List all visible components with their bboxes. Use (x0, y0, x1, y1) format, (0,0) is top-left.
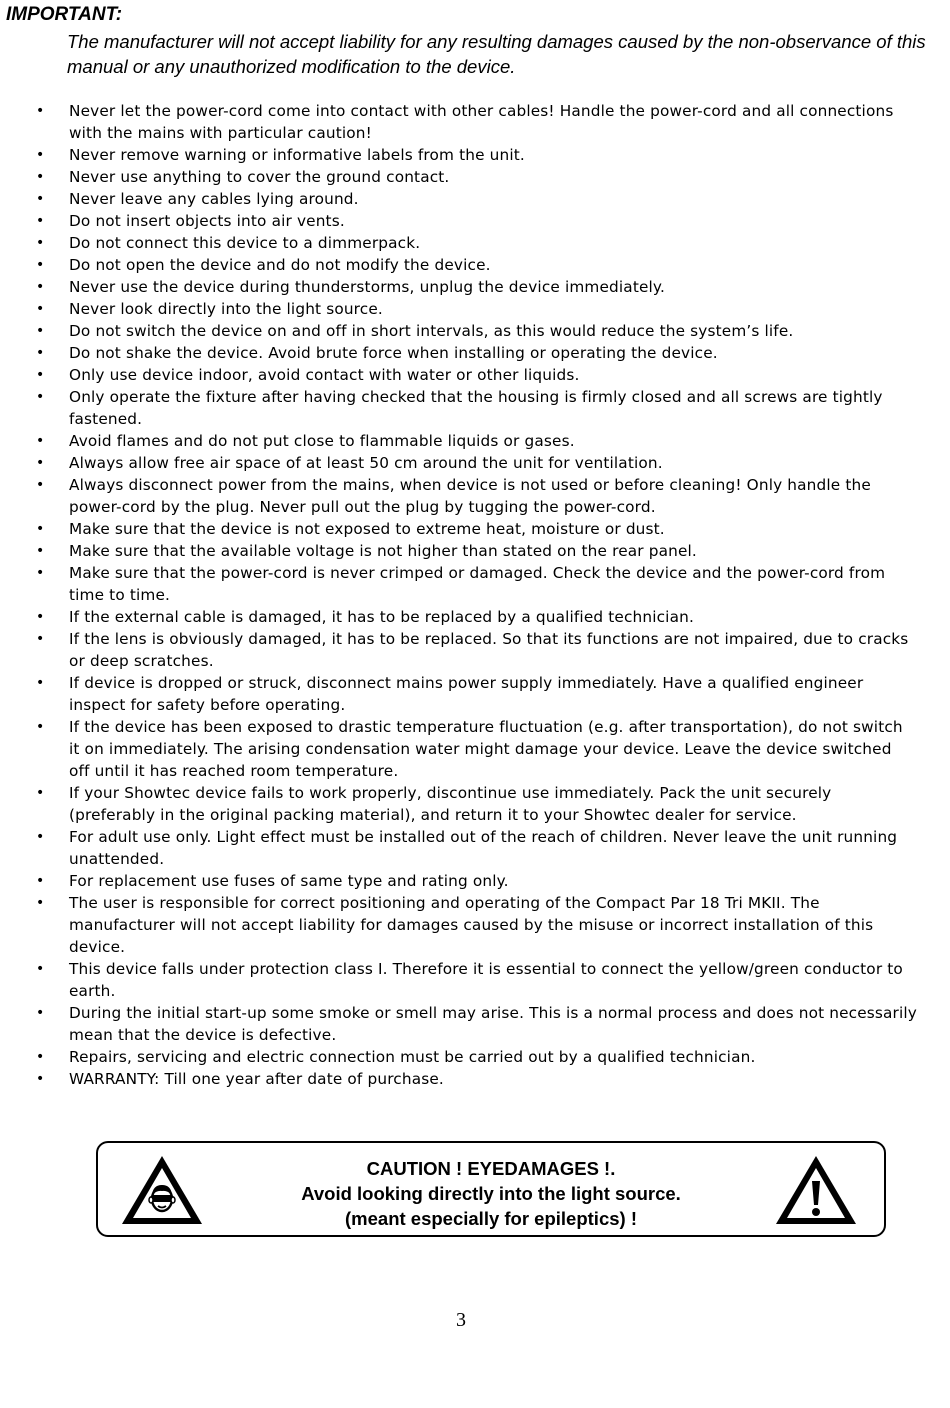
safety-rule-text: Do not switch the device on and off in short intervals, as this would reduce the system’s life. (69, 322, 794, 340)
safety-rule-text: Never leave any cables lying around. (69, 190, 359, 208)
bullet-icon: • (36, 1049, 45, 1065)
intro-disclaimer: The manufacturer will not accept liability for any resulting damages caused by the non-observance of this manual or any unauthorized modification to the device. (67, 31, 926, 77)
bullet-icon: • (36, 675, 45, 691)
safety-rule-item (0, 386, 917, 430)
safety-rule-text: If the device has been exposed to drastic temperature fluctuation (e.g. after transportation), do not switch it on immediately. The arising condensation water might damage your device. Leave the device switched off until it has reached room temperature. (69, 718, 903, 780)
safety-rule-item (0, 320, 917, 342)
safety-rule-item (0, 1002, 917, 1046)
safety-rule-text: For adult use only. Light effect must be installed out of the reach of children. Never leave the unit running unattended. (69, 828, 898, 868)
safety-rule-item (0, 782, 917, 826)
safety-rule-item (0, 298, 917, 320)
safety-rule-item (0, 540, 917, 562)
bullet-icon: • (36, 719, 45, 735)
safety-rule-item (0, 518, 917, 540)
safety-rule-item (0, 254, 917, 276)
exclamation-warning-icon (774, 1153, 858, 1227)
bullet-icon: • (36, 433, 45, 449)
bullet-icon: • (36, 477, 45, 493)
safety-rule-item (0, 870, 917, 892)
bullet-icon: • (36, 191, 45, 207)
safety-rule-text: Make sure that the power-cord is never crimped or damaged. Check the device and the power-cord from time to time. (69, 564, 886, 604)
safety-rule-text: During the initial start-up some smoke or smell may arise. This is a normal process and does not necessarily mean that the device is defective. (69, 1004, 917, 1044)
caution-box (96, 1141, 886, 1237)
bullet-icon: • (36, 829, 45, 845)
safety-rule-item (0, 100, 917, 144)
safety-rule-text: Always disconnect power from the mains, when device is not used or before cleaning! Only handle the power-cord by the plug. Never pull out the plug by tugging the power-cord. (69, 476, 871, 516)
safety-rule-text: Always allow free air space of at least 50 cm around the unit for ventilation. (69, 454, 663, 472)
safety-rule-item (0, 474, 917, 518)
safety-rule-text: Avoid flames and do not put close to flammable liquids or gases. (69, 432, 575, 450)
bullet-icon: • (36, 169, 45, 185)
safety-rule-text: WARRANTY: Till one year after date of purchase. (69, 1070, 444, 1088)
safety-rule-text: Make sure that the available voltage is not higher than stated on the rear panel. (69, 542, 697, 560)
safety-rule-text: Never remove warning or informative labels from the unit. (69, 146, 525, 164)
bullet-icon: • (36, 543, 45, 559)
bullet-icon: • (36, 873, 45, 889)
bullet-icon: • (36, 631, 45, 647)
safety-rule-text: Make sure that the device is not exposed to extreme heat, moisture or dust. (69, 520, 665, 538)
bullet-icon: • (36, 103, 45, 119)
safety-rule-item (0, 892, 917, 958)
safety-rule-text: Do not open the device and do not modify the device. (69, 256, 491, 274)
caution-line-1: CAUTION ! EYEDAMAGES !. (366, 1158, 616, 1179)
bullet-icon: • (36, 565, 45, 581)
safety-rule-item (0, 958, 917, 1002)
safety-rule-item (0, 144, 917, 166)
bullet-icon: • (36, 279, 45, 295)
bullet-icon: • (36, 367, 45, 383)
bullet-icon: • (36, 1071, 45, 1087)
safety-rule-text: Do not insert objects into air vents. (69, 212, 345, 230)
safety-rule-item (0, 430, 917, 452)
bullet-icon: • (36, 345, 45, 361)
bullet-icon: • (36, 961, 45, 977)
safety-rule-text: If the external cable is damaged, it has to be replaced by a qualified technician. (69, 608, 694, 626)
safety-rule-text: Never let the power-cord come into contact with other cables! Handle the power-cord and all connections with the mains with particular caution! (69, 102, 894, 142)
safety-rule-item (0, 210, 917, 232)
bullet-icon: • (36, 609, 45, 625)
bullet-icon: • (36, 257, 45, 273)
caution-text (98, 1156, 884, 1231)
safety-rule-item (0, 672, 917, 716)
bullet-icon: • (36, 785, 45, 801)
safety-rule-text: Only operate the fixture after having checked that the housing is firmly closed and all screws are tightly fastened. (69, 388, 883, 428)
safety-rule-item (0, 1046, 917, 1068)
safety-rule-item (0, 716, 917, 782)
safety-rule-item (0, 1068, 917, 1090)
safety-rule-item (0, 562, 917, 606)
safety-rule-item (0, 826, 917, 870)
safety-rule-item (0, 364, 917, 386)
bullet-icon: • (36, 1005, 45, 1021)
safety-rule-item (0, 606, 917, 628)
safety-rule-text: For replacement use fuses of same type and rating only. (69, 872, 509, 890)
bullet-icon: • (36, 301, 45, 317)
safety-rule-text: The user is responsible for correct positioning and operating of the Compact Par 18 Tri MKII. The manufacturer will not accept liability for damages caused by the misuse or incorrect installation of this device. (69, 894, 874, 956)
safety-rule-text: Do not connect this device to a dimmerpack. (69, 234, 421, 252)
safety-rule-text: Never use the device during thunderstorms, unplug the device immediately. (69, 278, 665, 296)
bullet-icon: • (36, 389, 45, 405)
safety-rule-text: If device is dropped or struck, disconnect mains power supply immediately. Have a qualified engineer inspect for safety before operating. (69, 674, 864, 714)
caution-line-2: Avoid looking directly into the light source. (301, 1183, 681, 1204)
safety-rule-item (0, 276, 917, 298)
bullet-icon: • (36, 455, 45, 471)
page-number: 3 (456, 1309, 466, 1331)
safety-rules-list (0, 100, 950, 1090)
bullet-icon: • (36, 235, 45, 251)
bullet-icon: • (36, 895, 45, 911)
safety-rule-item (0, 232, 917, 254)
safety-rule-item (0, 188, 917, 210)
safety-rule-item (0, 452, 917, 474)
safety-rule-text: Repairs, servicing and electric connection must be carried out by a qualified technician. (69, 1048, 756, 1066)
safety-rule-text: If your Showtec device fails to work properly, discontinue use immediately. Pack the unit securely (preferably in the original packing material), and return it to your Showtec dealer for service. (69, 784, 832, 824)
safety-rule-text: Never use anything to cover the ground contact. (69, 168, 450, 186)
safety-rule-text: Only use device indoor, avoid contact with water or other liquids. (69, 366, 580, 384)
bullet-icon: • (36, 147, 45, 163)
safety-rule-item (0, 342, 917, 364)
safety-rule-item (0, 166, 917, 188)
safety-rule-text: This device falls under protection class I. Therefore it is essential to connect the yellow/green conductor to earth. (69, 960, 903, 1000)
heading-important: IMPORTANT: (6, 4, 123, 25)
bullet-icon: • (36, 521, 45, 537)
safety-rule-text: Do not shake the device. Avoid brute force when installing or operating the device. (69, 344, 718, 362)
safety-rule-text: If the lens is obviously damaged, it has to be replaced. So that its functions are not impaired, due to cracks or deep scratches. (69, 630, 909, 670)
bullet-icon: • (36, 213, 45, 229)
safety-rule-item (0, 628, 917, 672)
safety-rule-text: Never look directly into the light source. (69, 300, 383, 318)
bullet-icon: • (36, 323, 45, 339)
caution-line-3: (meant especially for epileptics) ! (345, 1208, 637, 1229)
